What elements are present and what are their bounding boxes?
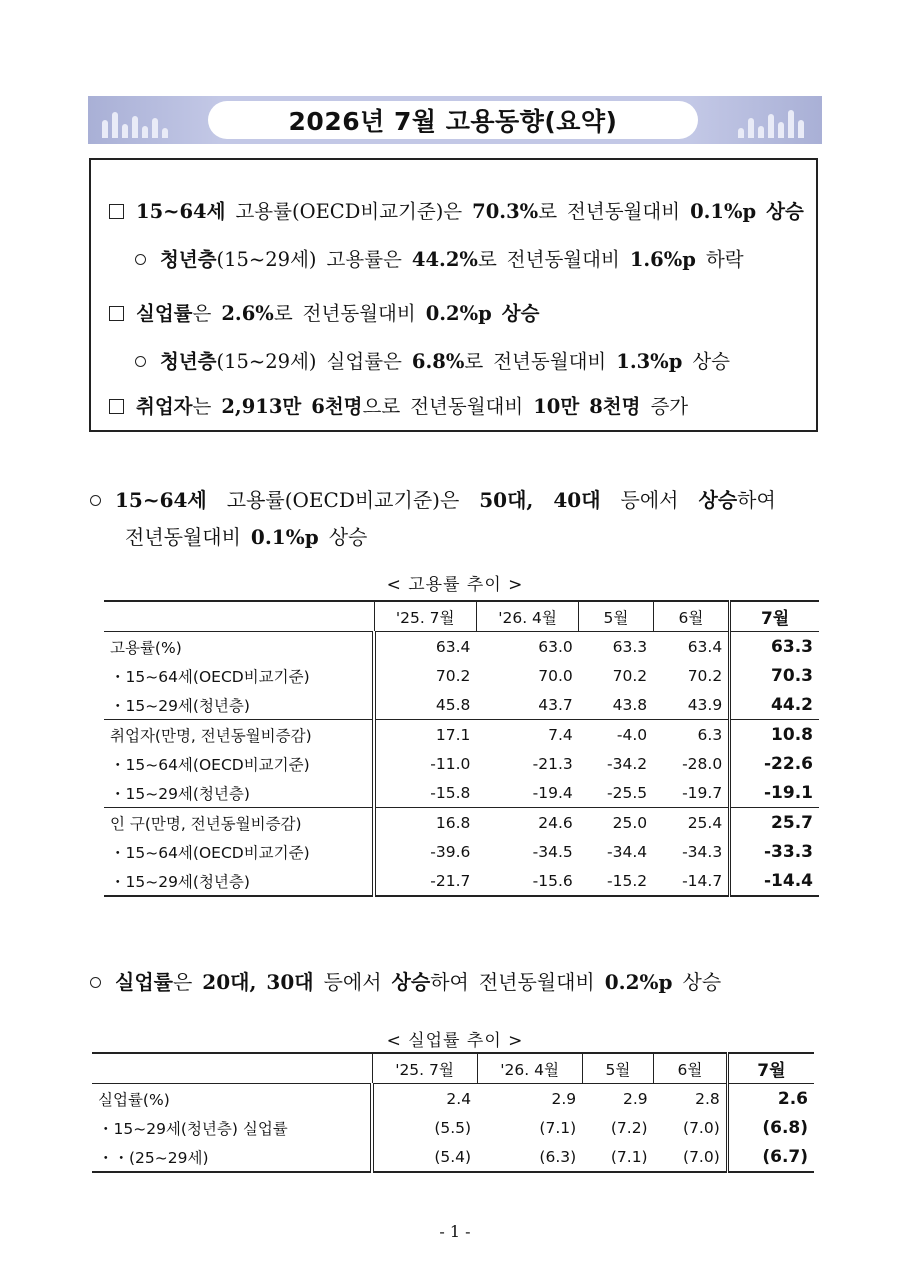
table-cell: 2.8 [695, 1089, 720, 1108]
table-row [104, 749, 819, 778]
unemployment-rate-table [92, 1052, 814, 1173]
table-cell: 16.8 [374, 808, 476, 838]
summary-line-employment-rate: 15~64세 고용률(OECD비교기준)은 70.3%로 전년동월대비 0.1%p 상승 [109, 196, 804, 224]
column-header: 7월 [727, 1053, 814, 1084]
summary-line-unemployment-rate: 실업률은 2.6%로 전년동월대비 0.2%p 상승 [109, 298, 539, 326]
table-row [104, 778, 819, 808]
table-cell: -28.0 [682, 754, 723, 773]
table-cell: (7.2) [610, 1118, 648, 1137]
summary-box [89, 158, 818, 432]
table-cell: -39.6 [430, 842, 471, 861]
table-cell: -19.1 [730, 778, 819, 808]
table-cell: 6.3 [653, 720, 730, 750]
table-cell: (5.5) [434, 1118, 472, 1137]
table-row [104, 720, 819, 750]
summary-line-youth-employment: 청년층(15~29세) 고용률은 44.2%로 전년동월대비 1.6%p 하락 [135, 244, 744, 272]
table-cell: (7.0) [654, 1142, 728, 1172]
column-header: 7월 [730, 601, 819, 632]
table-row [104, 837, 819, 866]
table-cell: 70.2 [612, 666, 648, 685]
table-cell: 2.6 [727, 1084, 814, 1114]
column-header: '25. 7월 [374, 601, 476, 632]
row-label: ・15~64세(OECD비교기준) [104, 749, 374, 778]
table-cell: (6.7) [727, 1142, 814, 1172]
row-label: ・15~29세(청년층) [104, 690, 374, 720]
table-cell: 25.0 [579, 808, 653, 838]
table-cell: (6.8) [727, 1113, 814, 1142]
row-label: ・15~29세(청년층) [104, 866, 374, 896]
banner-decoration-left [102, 112, 172, 138]
table-cell: 70.2 [687, 666, 723, 685]
table-cell: 43.7 [538, 695, 573, 714]
table-cell: 63.4 [687, 637, 723, 656]
employment-rate-table [104, 600, 819, 897]
table-cell: (5.4) [372, 1142, 477, 1172]
banner-decoration-right [738, 110, 808, 138]
table-cell: 43.8 [612, 695, 648, 714]
table2-caption: < 실업률 추이 > [386, 1031, 524, 1051]
circle-bullet-icon [90, 495, 101, 506]
row-label: 고용률(%) [104, 632, 374, 662]
table-cell: -14.7 [653, 866, 730, 896]
table-cell: 43.9 [687, 695, 723, 714]
table-cell: -15.6 [476, 866, 578, 896]
table-cell: -19.4 [532, 783, 573, 802]
table-cell: 2.9 [551, 1089, 577, 1108]
table1-caption: < 고용률 추이 > [386, 575, 524, 595]
page-title: 2026년 7월 고용동향(요약) [208, 101, 698, 139]
row-label: ・15~64세(OECD비교기준) [104, 837, 374, 866]
table-row [92, 1084, 814, 1114]
checkbox-square-icon [109, 306, 124, 321]
column-header: '26. 4월 [476, 601, 578, 632]
table-cell: (6.3) [477, 1142, 582, 1172]
table-cell: 44.2 [730, 690, 819, 720]
table-cell: -34.2 [607, 754, 648, 773]
table-cell: -34.3 [682, 842, 723, 861]
table-cell: 25.7 [730, 808, 819, 838]
checkbox-square-icon [109, 204, 124, 219]
paragraph-employment-line2: 전년동월대비 0.1%p 상승 [125, 525, 368, 549]
table-cell: -34.5 [532, 842, 573, 861]
table-cell: -22.6 [730, 749, 819, 778]
table-cell: 63.3 [730, 632, 819, 662]
table-row [92, 1142, 814, 1172]
table-cell: -34.4 [607, 842, 648, 861]
column-header: '25. 7월 [372, 1053, 477, 1084]
table-cell: -4.0 [579, 720, 653, 750]
table-cell: 10.8 [730, 720, 819, 750]
table-cell: -21.3 [532, 754, 573, 773]
table-row [104, 661, 819, 690]
table-cell: 7.4 [476, 720, 578, 750]
table-cell: 70.2 [435, 666, 471, 685]
row-label: ・15~29세(청년층) 실업률 [92, 1113, 372, 1142]
summary-line-youth-unemployment: 청년층(15~29세) 실업률은 6.8%로 전년동월대비 1.3%p 상승 [135, 346, 730, 374]
paragraph-employment-line1: 15~64세 고용률(OECD비교기준)은 50대, 40대 등에서 상승하여 [90, 484, 776, 513]
table-cell: -25.5 [607, 783, 648, 802]
row-label: ・15~29세(청년층) [104, 778, 374, 808]
table-cell: (7.0) [683, 1118, 720, 1137]
table-cell: -15.8 [430, 783, 471, 802]
row-label: 인 구(만명, 전년동월비증감) [104, 808, 374, 838]
circle-bullet-icon [135, 254, 146, 265]
table-cell: -19.7 [682, 783, 723, 802]
table-cell: -15.2 [579, 866, 653, 896]
table-row [104, 808, 819, 838]
table-row [104, 632, 819, 662]
table-cell: -21.7 [374, 866, 476, 896]
column-header: 6월 [654, 1053, 728, 1084]
table-cell: 2.4 [446, 1089, 472, 1108]
summary-line-employed: 취업자는 2,913만 6천명으로 전년동월대비 10만 8천명 증가 [109, 391, 688, 419]
column-header: 5월 [579, 601, 653, 632]
table-row [104, 866, 819, 896]
table-cell: 24.6 [476, 808, 578, 838]
table-cell: 45.8 [435, 695, 471, 714]
row-label: 실업률(%) [92, 1084, 372, 1114]
table-cell: -33.3 [730, 837, 819, 866]
table-cell: 63.0 [538, 637, 573, 656]
table-cell: 63.3 [612, 637, 648, 656]
table-row [104, 690, 819, 720]
circle-bullet-icon [90, 977, 101, 988]
table-cell: 70.0 [538, 666, 573, 685]
table-cell: -11.0 [430, 754, 471, 773]
table-cell: 25.4 [653, 808, 730, 838]
table-header-row [92, 1053, 814, 1084]
table-cell: 70.3 [730, 661, 819, 690]
table-cell: -14.4 [730, 866, 819, 896]
circle-bullet-icon [135, 356, 146, 367]
table-cell: (7.1) [582, 1142, 653, 1172]
table-row [92, 1113, 814, 1142]
checkbox-square-icon [109, 399, 124, 414]
row-label: 취업자(만명, 전년동월비증감) [104, 720, 374, 750]
column-header: '26. 4월 [477, 1053, 582, 1084]
table-cell: 63.4 [435, 637, 471, 656]
row-label: ・15~64세(OECD비교기준) [104, 661, 374, 690]
table-header-row [104, 601, 819, 632]
table-cell: 2.9 [622, 1089, 648, 1108]
table-cell: 17.1 [374, 720, 476, 750]
page-number: - 1 - [439, 1222, 471, 1241]
column-header: 6월 [653, 601, 730, 632]
table-cell: (7.1) [539, 1118, 577, 1137]
paragraph-unemployment: 실업률은 20대, 30대 등에서 상승하여 전년동월대비 0.2%p 상승 [90, 966, 721, 995]
column-header: 5월 [582, 1053, 653, 1084]
row-label: ・・(25~29세) [92, 1142, 372, 1172]
